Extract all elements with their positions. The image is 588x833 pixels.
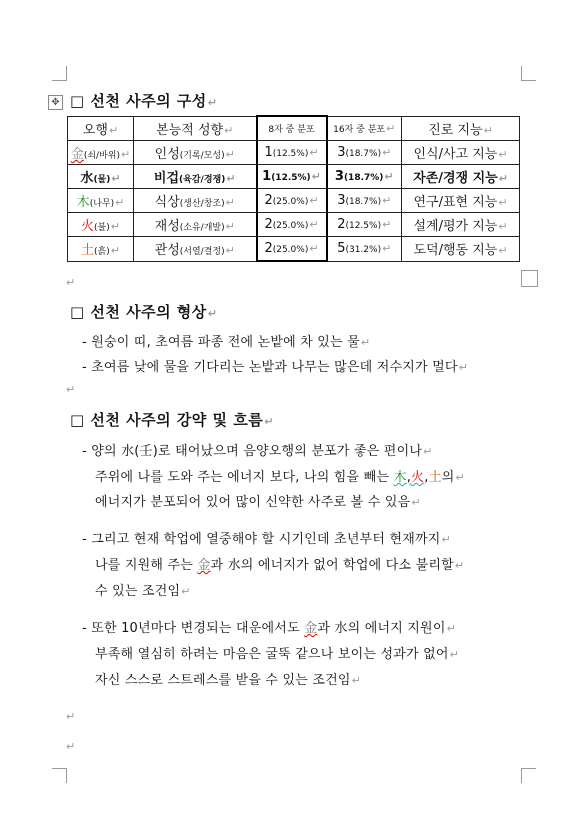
header-cell: 8자 중 분포 bbox=[257, 116, 327, 141]
saju-table bbox=[67, 115, 520, 262]
section-3-p3-line: 자신 스스로 스트레스를 받을 수 있는 조건임↵ bbox=[95, 673, 362, 688]
header-cell: 오행↵ bbox=[68, 116, 134, 141]
section-3-p1-line: 주위에 나를 도와 주는 에너지 보다, 나의 힘을 빼는 木,火,土의↵ bbox=[95, 470, 465, 485]
section-1-heading bbox=[70, 90, 218, 111]
section-3-heading bbox=[70, 409, 274, 430]
section-1-title: □ 선천 사주의 구성 bbox=[70, 92, 207, 110]
count8-cell: 1(12.5%)↵ bbox=[257, 165, 327, 189]
career-cell: 도덕/행동 지능↵ bbox=[402, 237, 520, 262]
crop-mark-top-left bbox=[52, 66, 67, 81]
element-cell: 水(물)↵ bbox=[68, 165, 134, 189]
table-resize-handle[interactable] bbox=[521, 270, 538, 287]
section-3-p3-line: 부족해 열심히 하려는 마음은 굴뚝 같으나 보이는 성과가 없어↵ bbox=[95, 647, 460, 662]
section-2-heading bbox=[70, 301, 218, 322]
section-2-bullet: - 원숭이 띠, 초여름 파종 전에 논밭에 차 있는 물↵ bbox=[82, 335, 371, 350]
trait-cell: 재성(소유/개발)↵ bbox=[134, 213, 257, 237]
paragraph-mark-icon: ↵ bbox=[264, 415, 274, 428]
empty-paragraph-mark-icon: ↵ bbox=[66, 710, 76, 723]
section-3-p1-line: 에너지가 분포되어 있어 많이 신약한 사주로 볼 수 있음↵ bbox=[95, 495, 421, 510]
trait-cell: 인성(기록/모성)↵ bbox=[134, 141, 257, 165]
section-3-p1-line: - 양의 水(壬)로 태어났으며 음양오행의 분포가 좋은 편이나↵ bbox=[82, 444, 433, 459]
paragraph-mark-icon: ↵ bbox=[207, 307, 218, 320]
count16-cell: 2(12.5%)↵ bbox=[327, 213, 402, 237]
section-3-p3-line: - 또한 10년마다 변경되는 대운에서도 金과 水의 에너지 지원이↵ bbox=[82, 621, 456, 636]
section-2-title: □ 선천 사주의 형상 bbox=[70, 303, 207, 321]
count16-cell: 3(18.7%)↵ bbox=[327, 189, 402, 213]
empty-paragraph-mark-icon: ↵ bbox=[66, 276, 76, 289]
element-cell: 金(쇠/바위)↵ bbox=[68, 141, 134, 165]
trait-cell: 관성(서열/결정)↵ bbox=[134, 237, 257, 262]
crop-mark-top-right bbox=[521, 66, 536, 81]
crop-mark-bottom-right bbox=[521, 768, 536, 783]
table-row bbox=[68, 213, 520, 237]
section-2-bullet: - 초여름 낮에 물을 기다리는 논밭과 나무는 많은데 저수지가 멀다↵ bbox=[82, 360, 469, 375]
section-3-title: □ 선천 사주의 강약 및 흐름 bbox=[70, 411, 264, 429]
career-cell: 연구/표현 지능↵ bbox=[402, 189, 520, 213]
paragraph-mark-icon: ↵ bbox=[207, 96, 218, 109]
header-cell: 본능적 성향↵ bbox=[134, 116, 257, 141]
element-cell: 土(흙)↵ bbox=[68, 237, 134, 262]
career-cell: 인식/사고 지능↵ bbox=[402, 141, 520, 165]
element-cell: 木(나무)↵ bbox=[68, 189, 134, 213]
count8-cell: 1(12.5%)↵ bbox=[257, 141, 327, 165]
crop-mark-bottom-left bbox=[52, 768, 67, 783]
element-cell: 火(불)↵ bbox=[68, 213, 134, 237]
career-cell: 설계/평가 지능↵ bbox=[402, 213, 520, 237]
table-header-row bbox=[68, 116, 520, 141]
count8-cell: 2(25.0%)↵ bbox=[257, 213, 327, 237]
table-row bbox=[68, 165, 520, 189]
section-3-p2-line: - 그리고 현재 학업에 열중해야 할 시기인데 초년부터 현재까지↵ bbox=[82, 532, 451, 547]
table-move-handle-icon[interactable]: ✥ bbox=[48, 95, 63, 110]
section-3-p2-line: 수 있는 조건임↵ bbox=[95, 584, 191, 599]
section-3-p2-line: 나를 지원해 주는 金과 水의 에너지가 없어 학업에 다소 불리할↵ bbox=[95, 558, 465, 573]
count8-cell: 2(25.0%)↵ bbox=[257, 189, 327, 213]
count16-cell: 3(18.7%)↵ bbox=[327, 141, 402, 165]
header-cell: 진로 지능↵ bbox=[402, 116, 520, 141]
table-row bbox=[68, 141, 520, 165]
trait-cell: 식상(생산/창조)↵ bbox=[134, 189, 257, 213]
trait-cell: 비겁(육감/경쟁)↵ bbox=[134, 165, 257, 189]
career-cell: 자존/경쟁 지능↵ bbox=[402, 165, 520, 189]
count16-cell: 3(18.7%)↵ bbox=[327, 165, 402, 189]
empty-paragraph-mark-icon: ↵ bbox=[66, 740, 76, 753]
count8-cell: 2(25.0%)↵ bbox=[257, 237, 327, 262]
table-row bbox=[68, 237, 520, 262]
count16-cell: 5(31.2%)↵ bbox=[327, 237, 402, 262]
empty-paragraph-mark-icon: ↵ bbox=[66, 383, 76, 396]
table-row bbox=[68, 189, 520, 213]
header-cell: 16자 중 분포↵ bbox=[327, 116, 402, 141]
